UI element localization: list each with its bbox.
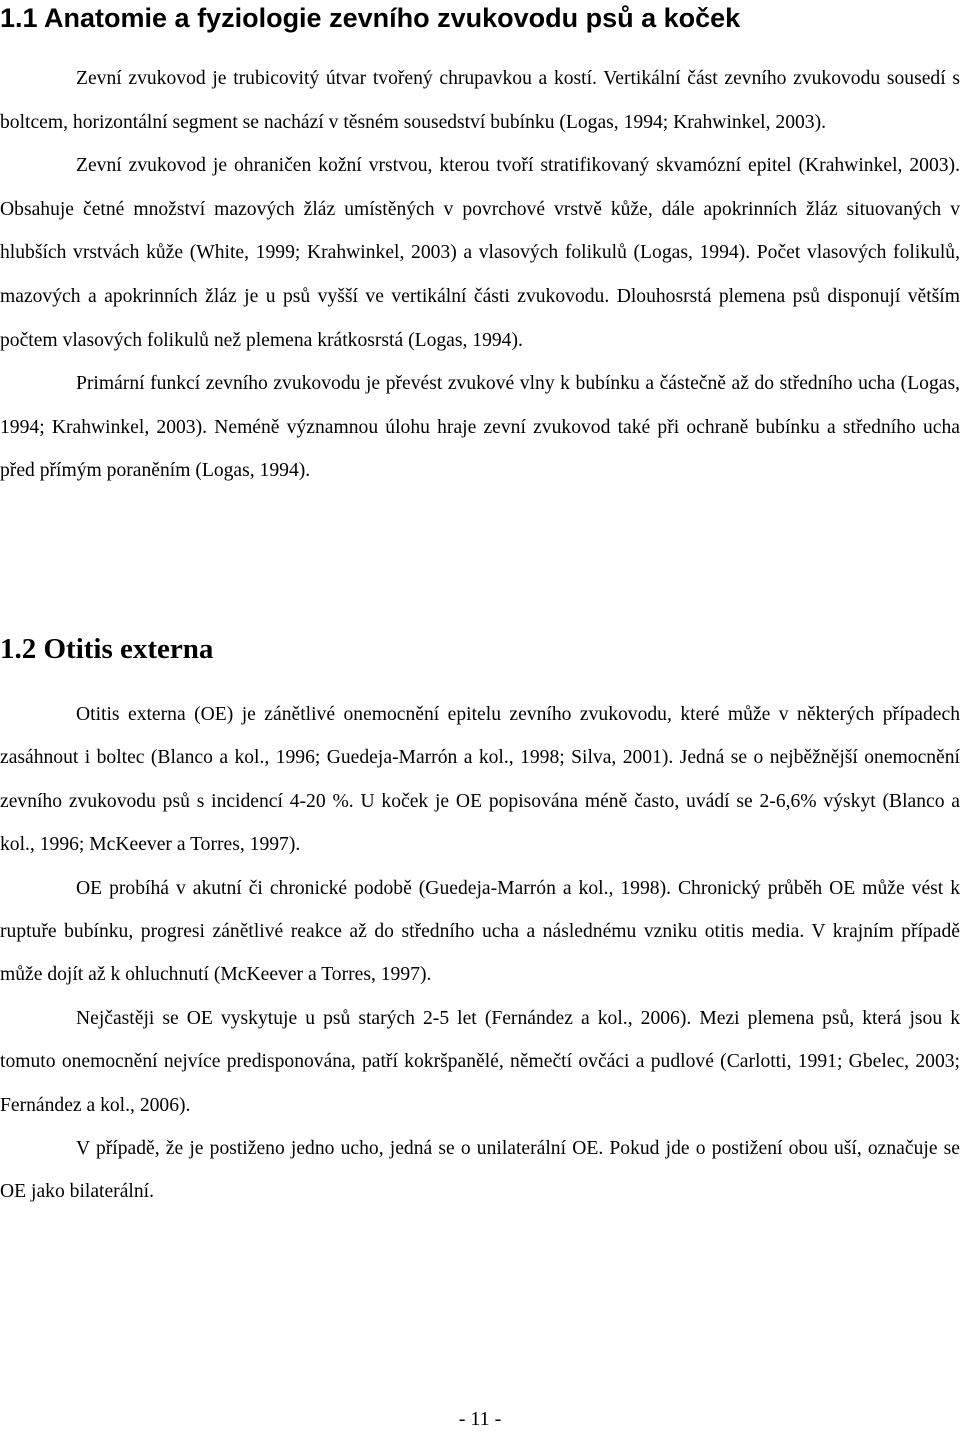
paragraph: V případě, že je postiženo jedno ucho, jedná se o unilaterální OE. Pokud jde o postižení obou uší, označuje se OE jako bilaterální. bbox=[0, 1138, 960, 1203]
section-body-anatomy bbox=[0, 57, 960, 493]
section-heading-otitis-externa: 1.2 Otitis externa bbox=[0, 633, 214, 665]
paragraph: Primární funkcí zevního zvukovodu je převést zvukové vlny k bubínku a částečně až do středního ucha (Logas, 1994; Krahwinkel, 2003). Neméně významnou úlohu hraje zevní zvukovod také při ochraně bubínku a středního ucha před přímým poraněním (Logas, 1994). bbox=[0, 373, 960, 482]
paragraph: OE probíhá v akutní či chronické podobě (Guedeja-Marrón a kol., 1998). Chronický průběh OE může vést k ruptuře bubínku, progresi zánětlivé reakce až do středního ucha a následnému vzniku otitis media. V krajním případě může dojít až k ohluchnutí (McKeever a Torres, 1997). bbox=[0, 877, 960, 986]
paragraph: Zevní zvukovod je trubicovitý útvar tvořený chrupavkou a kostí. Vertikální část zevního zvukovodu sousedí s boltcem, horizontální segment se nachází v těsném sousedství bubínku (Logas, 1994; Krahwinkel, 2003). bbox=[0, 68, 960, 133]
paragraph: Otitis externa (OE) je zánětlivé onemocnění epitelu zevního zvukovodu, které může v některých případech zasáhnout i boltec (Blanco a kol., 1996; Guedeja-Marrón a kol., 1998; Silva, 2001). Jedná se o nejběžnější onemocnění zevního zvukovodu psů s incidencí 4-20 %. U koček je OE popisována méně často, uvádí se 2-6,6% výskyt (Blanco a kol., 1996; McKeever a Torres, 1997). bbox=[0, 704, 960, 856]
section-body-otitis-externa bbox=[0, 693, 960, 1214]
page-number: - 11 - bbox=[458, 1408, 502, 1430]
section-heading-anatomy: 1.1 Anatomie a fyziologie zevního zvukovodu psů a koček bbox=[0, 3, 741, 33]
paragraph: Zevní zvukovod je ohraničen kožní vrstvou, kterou tvoří stratifikovaný skvamózní epitel (Krahwinkel, 2003). Obsahuje četné množství mazových žláz umístěných v povrchové vrstvě kůže, dále apokrinních žláz situovaných v hlubších vrstvách kůže (White, 1999; Krahwinkel, 2003) a vlasových folikulů (Logas, 1994). Počet vlasových folikulů, mazových a apokrinních žláz je u psů vyšší ve vertikální části zvukovodu. Dlouhosrstá plemena psů disponují větším počtem vlasových folikulů než plemena krátkosrstá (Logas, 1994). bbox=[0, 155, 960, 351]
paragraph: Nejčastěji se OE vyskytuje u psů starých 2-5 let (Fernández a kol., 2006). Mezi plemena psů, která jsou k tomuto onemocnění nejvíce predisponována, patří kokršpanělé, němečtí ovčáci a pudlové (Carlotti, 1991; Gbelec, 2003; Fernández a kol., 2006). bbox=[0, 1007, 960, 1116]
